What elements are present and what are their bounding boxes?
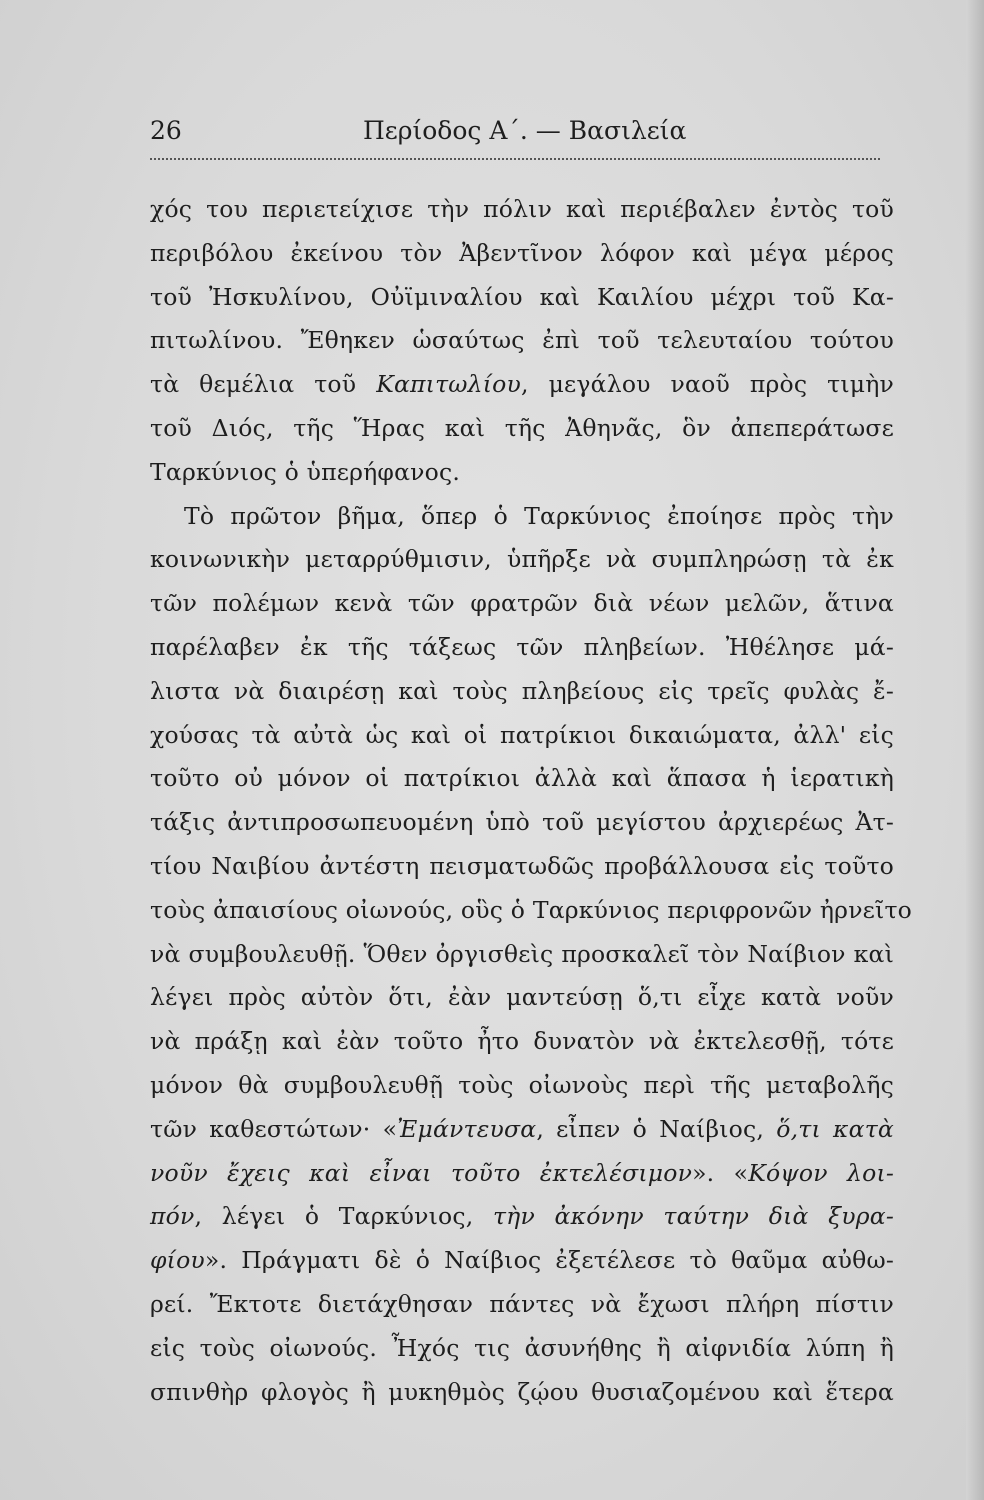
text-run: τοὺς ἀπαισίους οἰωνούς, οὓς ὁ Ταρκύνιος περιφρονῶν ἠρνεῖτο (150, 895, 913, 924)
text-line (150, 363, 894, 407)
text-run: ». Πράγματι δὲ ὁ Ναίβιος ἐξετέλεσε τὸ θαῦμα αὐθω- (204, 1246, 894, 1275)
text-run: ρεί. Ἔκτοτε διετάχθησαν πάντες νὰ ἔχωσι πλήρη πίστιν (150, 1289, 894, 1318)
text-line (150, 845, 894, 889)
text-run: , λέγει ὁ Ταρκύνιος, (194, 1202, 493, 1231)
text-line (150, 626, 894, 670)
text-run: λέγει πρὸς αὐτὸν ὅτι, ἐὰν μαντεύσῃ ὅ,τι εἶχε κατὰ νοῦν (150, 983, 894, 1012)
italic-text: φίου (150, 1246, 205, 1275)
text-line (150, 582, 894, 626)
body-text (150, 188, 913, 1414)
text-line (150, 276, 894, 320)
text-run: σπινθὴρ φλογὸς ἢ μυκηθμὸς ζῴου θυσιαζομένου καὶ ἕτερα (150, 1377, 894, 1406)
text-run: χός του περιετείχισε τὴν πόλιν καὶ περιέβαλεν ἐντὸς τοῦ (150, 195, 894, 223)
text-run: , εἶπεν ὁ Ναίβιος, (536, 1114, 777, 1143)
text-run: νὰ πράξῃ καὶ ἐὰν τοῦτο ἦτο δυνατὸν νὰ ἐκτελεσθῇ, τότε (150, 1027, 894, 1056)
text-run: τοῦτο οὐ μόνον οἱ πατρίκιοι ἀλλὰ καὶ ἅπασα ἡ ἱερατικὴ (150, 764, 894, 793)
page-edge-shadow (966, 0, 984, 1500)
text-line (150, 495, 894, 539)
text-line (150, 232, 894, 276)
text-run: κοινωνικὴν μεταρρύθμισιν, ὑπῆρξε νὰ συμπληρώσῃ τὰ ἐκ (150, 545, 894, 574)
text-line (150, 407, 894, 451)
text-line (150, 714, 894, 758)
text-run: πιτωλίνου. Ἔθηκεν ὡσαύτως ἐπὶ τοῦ τελευταίου τούτου (150, 326, 894, 355)
text-run: τοῦ Ἠσκυλίνου, Οὐϊμιναλίου καὶ Καιλίου μέχρι τοῦ Κα- (150, 282, 894, 311)
text-run: τοῦ Διός, τῆς Ἥρας καὶ τῆς Ἀθηνᾶς, ὃν ἀπεπεράτωσε (150, 413, 894, 442)
text-run: Ταρκύνιος ὁ ὑπερήφανος. (150, 457, 461, 486)
page-header (150, 116, 890, 150)
text-run: τίου Ναιβίου ἀντέστη πεισματωδῶς προβάλλουσα εἰς τοῦτο (150, 851, 894, 880)
text-line (150, 1327, 894, 1371)
text-line (150, 188, 894, 232)
text-line (150, 1020, 894, 1064)
text-run: λιστα νὰ διαιρέσῃ καὶ τοὺς πληβείους εἰς τρεῖς φυλὰς ἔ- (150, 676, 894, 705)
text-line (150, 757, 894, 801)
text-line (150, 1371, 894, 1415)
text-line (150, 451, 894, 495)
text-run: τῶν πολέμων κενὰ τῶν φρατρῶν διὰ νέων μελῶν, ἅτινα (150, 589, 894, 618)
text-line (150, 933, 894, 977)
text-line (150, 1283, 894, 1327)
text-line (150, 1152, 894, 1196)
italic-text: τὴν ἀκόνην ταύτην διὰ ξυρα- (492, 1202, 894, 1231)
text-line (150, 1064, 894, 1108)
text-run: Τὸ πρῶτον βῆμα, ὅπερ ὁ Ταρκύνιος ἐποίησε πρὸς τὴν (184, 501, 894, 530)
italic-text: Ἐμάντευσα (397, 1114, 537, 1143)
text-line (150, 1239, 894, 1283)
text-line (150, 976, 894, 1020)
text-line (150, 889, 913, 933)
text-run: περιβόλου ἐκείνου τὸν Ἀβεντῖνον λόφον καὶ μέγα μέρος (150, 238, 894, 267)
text-run: τὰ θεμέλια τοῦ (150, 370, 377, 399)
italic-text: Κόψον λοι- (748, 1158, 895, 1187)
text-line (150, 670, 894, 714)
text-run: ». « (692, 1158, 749, 1187)
text-line (150, 319, 894, 363)
italic-text: νοῦν ἔχεις καὶ εἶναι τοῦτο ἐκτελέσιμον (150, 1158, 693, 1187)
text-run: τάξις ἀντιπροσωπευομένη ὑπὸ τοῦ μεγίστου ἀρχιερέως Ἀτ- (150, 808, 894, 837)
italic-text: Καπιτωλίου (376, 370, 521, 399)
italic-text: ὅ,τι κατὰ (776, 1114, 894, 1143)
italic-text: πόν (150, 1202, 195, 1231)
header-rule (150, 158, 880, 160)
text-line (150, 538, 894, 582)
text-run: παρέλαβεν ἐκ τῆς τάξεως τῶν πληβείων. Ἠθέλησε μά- (150, 632, 894, 661)
running-head: Περίοδος Α΄. — Βασιλεία (363, 116, 687, 145)
text-run: μόνον θὰ συμβουλευθῇ τοὺς οἰωνοὺς περὶ τῆς μεταβολῆς (150, 1070, 894, 1099)
text-line (150, 1108, 894, 1152)
page-number: 26 (150, 116, 182, 145)
text-run: , μεγάλου ναοῦ πρὸς τιμὴν (520, 370, 894, 399)
text-run: τῶν καθεστώτων· « (150, 1114, 398, 1143)
text-line (150, 801, 894, 845)
text-run: εἰς τοὺς οἰωνούς. Ἦχός τις ἀσυνήθης ἢ αἰφνιδία λύπη ἢ (150, 1333, 894, 1362)
text-run: νὰ συμβουλευθῇ. Ὅθεν ὀργισθεὶς προσκαλεῖ τὸν Ναίβιον καὶ (150, 939, 894, 968)
text-line (150, 1195, 894, 1239)
text-run: χούσας τὰ αὐτὰ ὡς καὶ οἱ πατρίκιοι δικαιώματα, ἀλλ' εἰς (150, 720, 894, 749)
